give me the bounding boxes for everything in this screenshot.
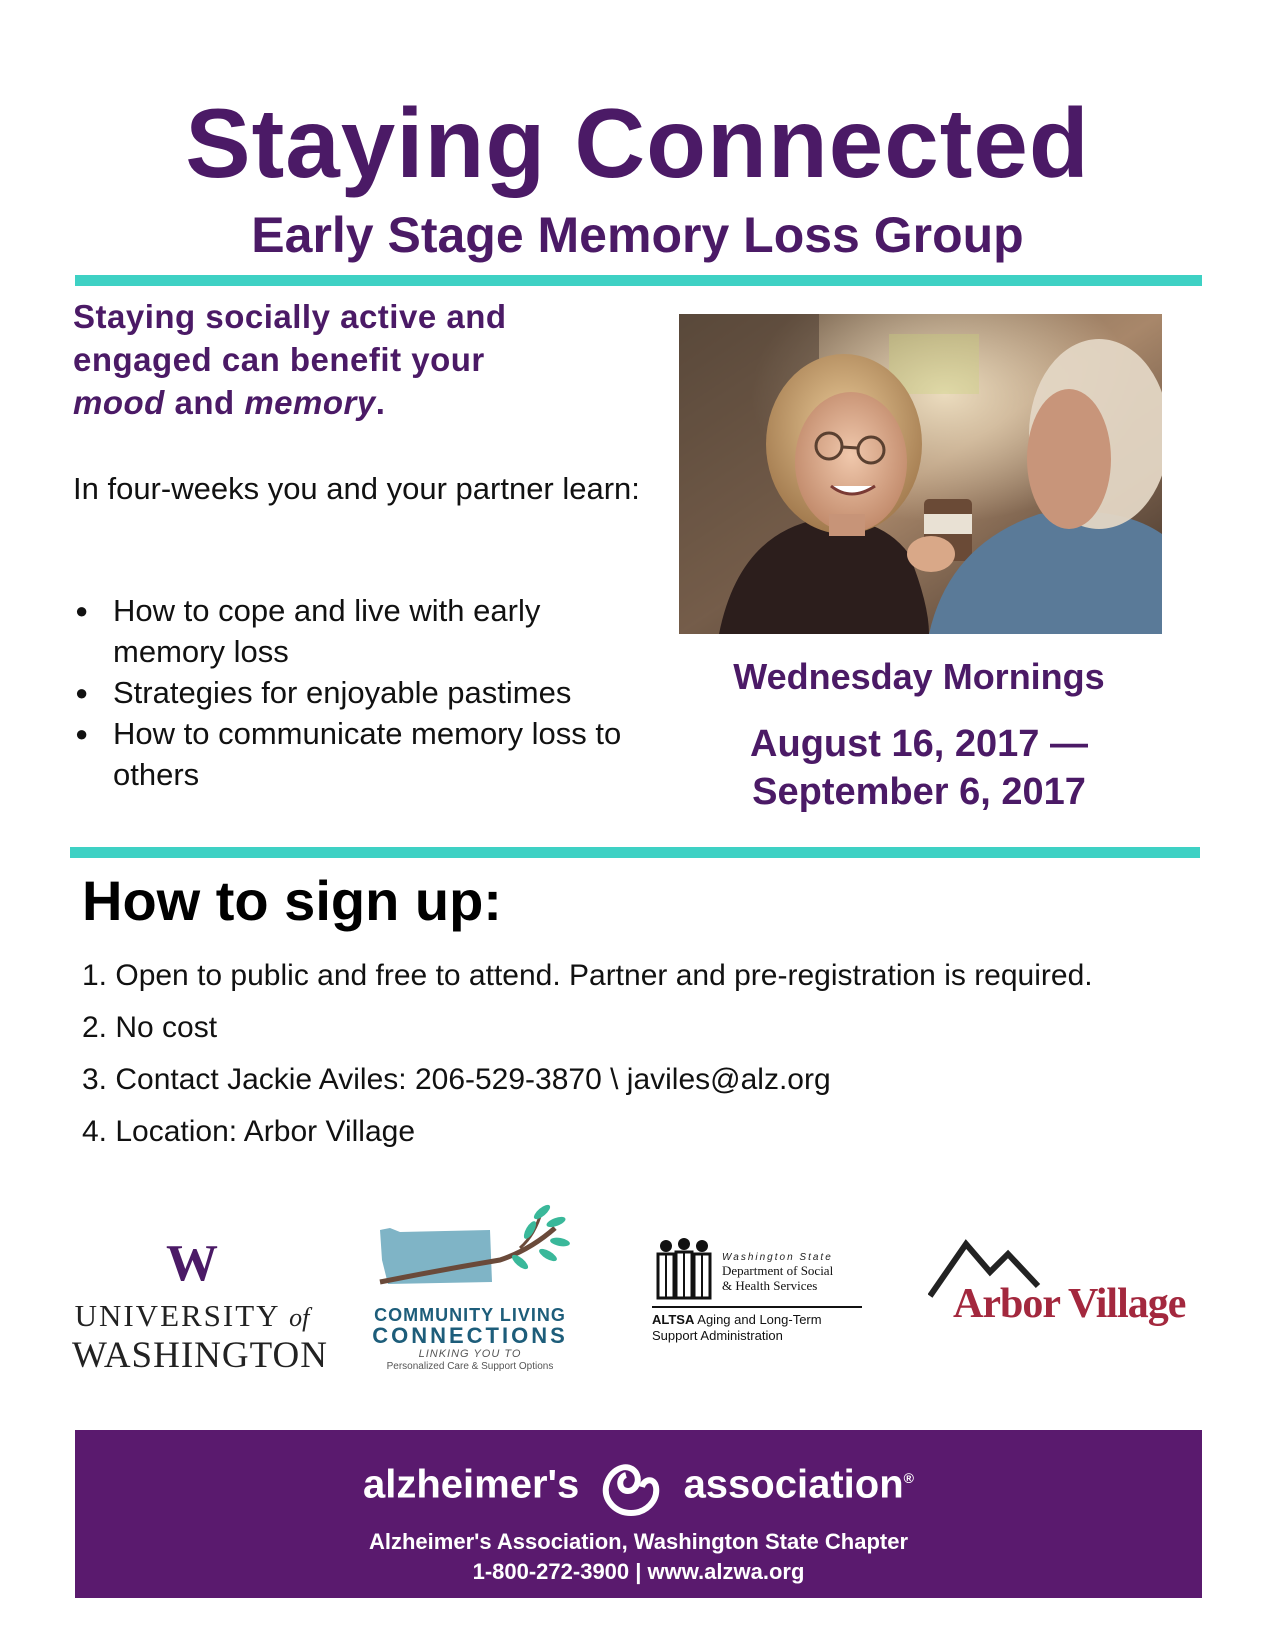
intro-and: and [174,384,235,421]
list-item: ● Strategies for enjoyable pastimes [73,672,633,713]
uw-university: UNIVERSITY [74,1298,280,1333]
uw-washington: WASHINGTON [72,1335,328,1376]
schedule-start-date: August 16, 2017 — [750,723,1088,765]
dshs-altsa-desc-2: Support Administration [652,1328,783,1343]
signup-steps [82,950,1093,1158]
dshs-people-icon [652,1238,716,1302]
alz-reg-mark: ® [903,1470,914,1486]
list-item: 4. Location: Arbor Village [82,1115,416,1148]
page-title: Staying Connected [185,88,1090,198]
clc-map-branch-icon [370,1200,570,1300]
arbor-village-logo [928,1238,1198,1338]
photo-couple-cafe [679,314,1162,634]
bullet-icon: ● [75,598,89,623]
alz-association-logo [75,1452,1202,1517]
intro-memory: memory [244,384,376,421]
list-item: ● How to communicate memory loss to others [73,713,633,795]
intro-period: . [375,384,386,421]
alz-logo-right: association [683,1462,904,1507]
photo-illustration [679,314,1162,634]
middle-divider [70,847,1200,858]
list-item: 3. Contact Jackie Aviles: 206-529-3870 \ javiles@alz.org [82,1063,831,1096]
dshs-altsa: ALTSA [652,1312,695,1327]
schedule-day: Wednesday Mornings [733,656,1105,697]
dshs-altsa-desc: Aging and Long-Term [697,1312,822,1327]
footer-chapter: Alzheimer's Association, Washington State Chapter [368,1529,909,1554]
dshs-logo [652,1238,862,1344]
dshs-dept-2: & Health Services [722,1278,818,1293]
list-item: 1. Open to public and free to attend. Partner and pre-registration is required. [82,959,1093,992]
top-divider [75,275,1202,286]
footer-banner [75,1430,1202,1598]
footer-contact: 1-800-272-3900 | www.alzwa.org [472,1559,805,1584]
clc-line-1: COMMUNITY LIVING [374,1305,566,1325]
bullet-icon: ● [75,721,89,746]
bullet-icon: ● [75,680,89,705]
dshs-state: Washington State [722,1252,833,1263]
uw-w-mark: W [166,1235,218,1292]
signup-heading: How to sign up: [82,869,502,932]
intro-text [73,295,653,424]
learn-bullet-list [73,590,633,795]
arbor-village-name: Arbor Village [953,1281,1186,1327]
clc-line-3: LINKING YOU TO [418,1348,522,1360]
alz-logo-left: alzheimer's [363,1462,580,1507]
clc-line-2: CONNECTIONS [372,1323,568,1348]
learn-intro: In four-weeks you and your partner learn: [73,471,640,506]
alz-purple-knot-icon [596,1457,666,1517]
page-subtitle: Early Stage Memory Loss Group [251,207,1024,263]
intro-line-1: Staying socially active and [73,298,507,335]
uw-of: of [289,1303,310,1332]
dshs-dept-1: Department of Social [722,1263,834,1278]
intro-line-2: engaged can benefit your [73,341,485,378]
list-item: 2. No cost [82,1011,218,1044]
list-item: ● How to cope and live with early memory loss [73,590,633,672]
clc-logo [370,1200,570,1373]
intro-line-3 [73,381,653,424]
schedule-end-date: September 6, 2017 [752,771,1086,813]
clc-line-4: Personalized Care & Support Options [386,1361,554,1372]
intro-mood: mood [73,384,165,421]
uw-logo [72,1235,328,1376]
